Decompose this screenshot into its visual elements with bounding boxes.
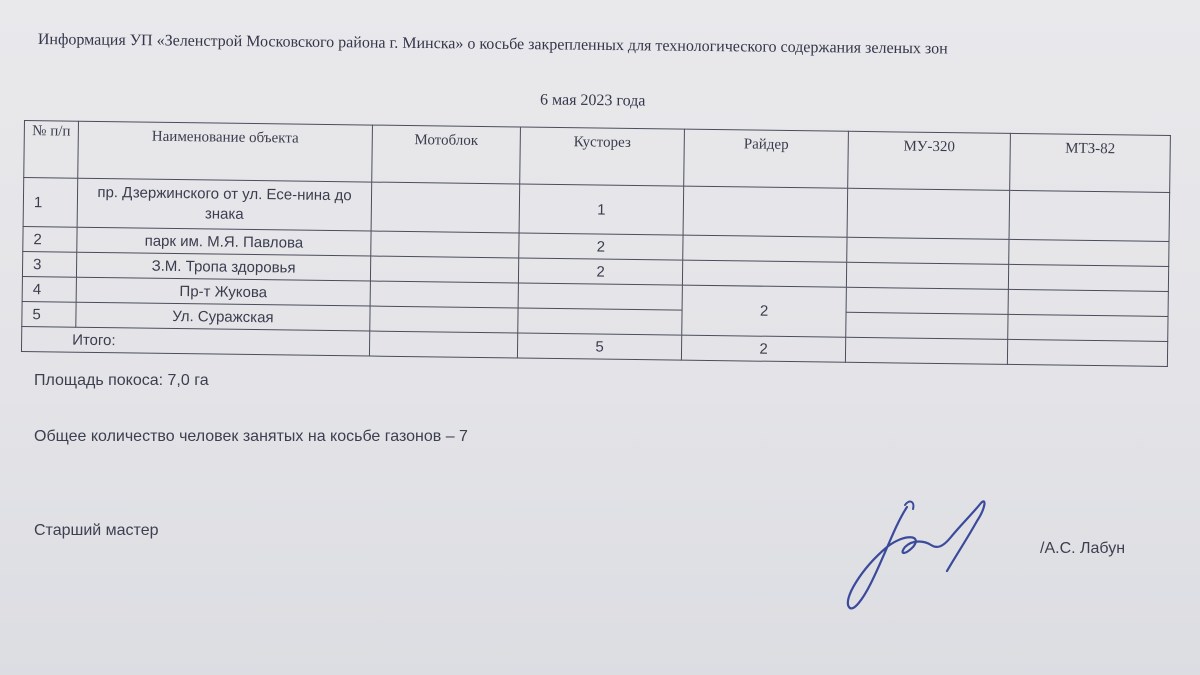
signature-image	[835, 495, 1005, 620]
workers-count: Общее количество человек занятых на косьбе газонов – 7	[34, 428, 468, 445]
row-motoblok	[371, 182, 520, 233]
row-mu320	[846, 312, 1008, 339]
row-kustorez: 2	[518, 258, 682, 285]
row-motoblok	[370, 281, 518, 308]
total-mtz82	[1007, 339, 1167, 366]
col-header-mu320: МУ-320	[848, 131, 1011, 190]
row-object-name: Ул. Суражская	[76, 302, 370, 331]
total-kustorez: 5	[517, 333, 681, 360]
row-num: 5	[22, 301, 76, 327]
row-num: 3	[22, 251, 76, 277]
row-mu320	[847, 188, 1010, 239]
mowing-area: Площадь покоса: 7,0 га	[34, 372, 209, 389]
row-motoblok	[371, 231, 519, 258]
row-mu320	[847, 237, 1009, 264]
total-motoblok	[369, 331, 517, 358]
row-num: 2	[23, 226, 77, 252]
row-kustorez	[518, 308, 682, 335]
row-object-name: пр. Дзержинского от ул. Есе-нина до знака	[77, 178, 372, 231]
total-rider: 2	[681, 335, 845, 362]
col-header-mtz82: МТЗ-82	[1010, 133, 1171, 192]
row-num: 1	[23, 178, 78, 228]
total-label: Итого:	[21, 326, 369, 356]
row-mtz82	[1008, 289, 1168, 316]
row-kustorez	[518, 283, 682, 310]
row-rider-merged: 2	[682, 285, 847, 337]
row-rider	[682, 260, 846, 287]
col-header-kustorez: Кусторез	[520, 127, 685, 186]
row-mtz82	[1008, 264, 1168, 291]
row-mtz82	[1008, 314, 1168, 341]
total-mu320	[845, 337, 1007, 364]
row-mu320	[846, 287, 1008, 314]
row-motoblok	[370, 306, 518, 333]
document-header: Информация УП «Зеленстрой Московского района г. Минска» о косьбе закрепленных для технологического содержания зеленых зон	[37, 30, 948, 58]
col-header-motoblok: Мотоблок	[372, 125, 521, 184]
row-object-name: Пр-т Жукова	[76, 277, 370, 306]
col-header-name: Наименование объекта	[78, 121, 373, 182]
row-motoblok	[370, 256, 518, 283]
row-rider	[683, 235, 847, 262]
col-header-num: № п/п	[24, 121, 79, 179]
position-title: Старший мастер	[34, 522, 159, 539]
row-num: 4	[22, 276, 76, 302]
row-kustorez: 1	[519, 184, 684, 235]
col-header-rider: Райдер	[684, 129, 849, 188]
row-object-name: парк им. М.Я. Павлова	[77, 227, 371, 256]
signatory-name: /А.С. Лабун	[1040, 540, 1126, 557]
row-mtz82	[1009, 239, 1169, 266]
row-object-name: З.М. Тропа здоровья	[76, 252, 370, 281]
row-kustorez: 2	[519, 233, 683, 260]
row-mtz82	[1009, 190, 1170, 241]
mowing-table-wrapper	[21, 120, 1170, 367]
row-mu320	[846, 262, 1008, 289]
row-rider	[683, 186, 848, 237]
document-date: 6 мая 2023 года	[539, 91, 646, 110]
mowing-table	[21, 120, 1171, 367]
